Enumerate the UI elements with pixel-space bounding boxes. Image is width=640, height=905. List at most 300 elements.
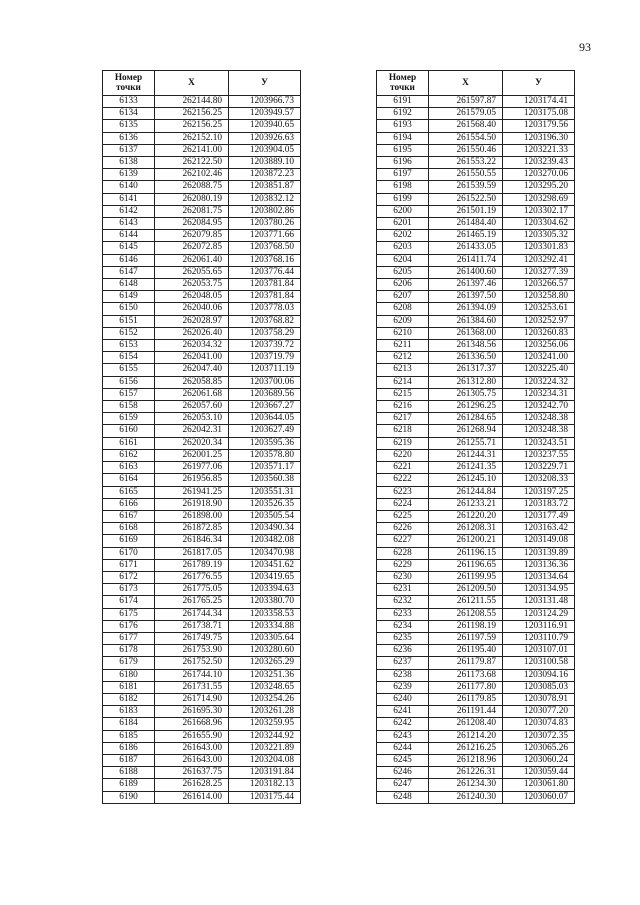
table-row xyxy=(103,608,301,620)
point-number-cell: 6212 xyxy=(377,352,429,364)
x-coordinate-cell: 262053.10 xyxy=(155,413,229,425)
y-coordinate-cell: 1203077.20 xyxy=(503,706,575,718)
y-coordinate-cell: 1203832.12 xyxy=(229,193,301,205)
point-number-cell: 6138 xyxy=(103,157,155,169)
point-number-cell: 6231 xyxy=(377,584,429,596)
x-coordinate-cell: 261568.40 xyxy=(429,120,503,132)
y-coordinate-cell: 1203966.73 xyxy=(229,96,301,108)
table-row xyxy=(103,279,301,291)
x-coordinate-cell: 261216.25 xyxy=(429,742,503,754)
table-row xyxy=(377,303,575,315)
table-row xyxy=(103,730,301,742)
point-number-cell: 6189 xyxy=(103,779,155,791)
y-coordinate-cell: 1203259.95 xyxy=(229,718,301,730)
point-number-cell: 6215 xyxy=(377,388,429,400)
table-row xyxy=(103,742,301,754)
y-coordinate-cell: 1203490.34 xyxy=(229,523,301,535)
y-coordinate-cell: 1203131.48 xyxy=(503,596,575,608)
table-row xyxy=(103,218,301,230)
y-coordinate-cell: 1203595.36 xyxy=(229,437,301,449)
point-number-cell: 6169 xyxy=(103,535,155,547)
point-number-cell: 6172 xyxy=(103,571,155,583)
point-number-cell: 6161 xyxy=(103,437,155,449)
table-row xyxy=(377,571,575,583)
point-number-cell: 6217 xyxy=(377,413,429,425)
y-coordinate-cell: 1203301.83 xyxy=(503,242,575,254)
y-coordinate-cell: 1203241.00 xyxy=(503,352,575,364)
table-row xyxy=(103,535,301,547)
table-row xyxy=(103,120,301,132)
y-coordinate-cell: 1203174.41 xyxy=(503,96,575,108)
point-number-cell: 6142 xyxy=(103,205,155,217)
point-number-cell: 6166 xyxy=(103,498,155,510)
y-coordinate-cell: 1203065.26 xyxy=(503,742,575,754)
x-coordinate-cell: 261336.50 xyxy=(429,352,503,364)
y-coordinate-cell: 1203758.29 xyxy=(229,327,301,339)
table-row xyxy=(377,157,575,169)
y-header: У xyxy=(503,71,575,96)
y-coordinate-cell: 1203072.35 xyxy=(503,730,575,742)
y-coordinate-cell: 1203780.26 xyxy=(229,218,301,230)
table-row xyxy=(103,620,301,632)
x-coordinate-cell: 261368.00 xyxy=(429,327,503,339)
table-row xyxy=(103,547,301,559)
x-coordinate-cell: 261198.19 xyxy=(429,620,503,632)
table-row xyxy=(103,632,301,644)
table-row xyxy=(377,218,575,230)
table-row xyxy=(377,193,575,205)
x-coordinate-cell: 262041.00 xyxy=(155,352,229,364)
x-coordinate-cell: 261208.40 xyxy=(429,718,503,730)
y-coordinate-cell: 1203305.64 xyxy=(229,632,301,644)
x-coordinate-cell: 261776.55 xyxy=(155,571,229,583)
x-coordinate-cell: 261394.09 xyxy=(429,303,503,315)
table-row xyxy=(103,425,301,437)
table-row xyxy=(103,584,301,596)
y-coordinate-cell: 1203244.92 xyxy=(229,730,301,742)
y-coordinate-cell: 1203237.55 xyxy=(503,449,575,461)
point-number-cell: 6225 xyxy=(377,510,429,522)
point-number-cell: 6178 xyxy=(103,645,155,657)
y-coordinate-cell: 1203196.30 xyxy=(503,132,575,144)
point-number-cell: 6218 xyxy=(377,425,429,437)
table-row xyxy=(377,474,575,486)
x-coordinate-cell: 261941.25 xyxy=(155,486,229,498)
table-row xyxy=(103,352,301,364)
table-row xyxy=(377,620,575,632)
table-row xyxy=(377,718,575,730)
x-coordinate-cell: 261240.30 xyxy=(429,791,503,803)
point-number-cell: 6236 xyxy=(377,645,429,657)
point-number-cell: 6162 xyxy=(103,449,155,461)
point-number-cell: 6150 xyxy=(103,303,155,315)
point-number-cell: 6247 xyxy=(377,779,429,791)
y-coordinate-cell: 1203334.88 xyxy=(229,620,301,632)
table-row xyxy=(103,144,301,156)
table-row xyxy=(103,254,301,266)
x-coordinate-cell: 261789.19 xyxy=(155,559,229,571)
table-row xyxy=(377,401,575,413)
point-number-cell: 6160 xyxy=(103,425,155,437)
x-coordinate-cell: 261501.19 xyxy=(429,205,503,217)
table-row xyxy=(377,315,575,327)
x-coordinate-cell: 262053.75 xyxy=(155,279,229,291)
y-coordinate-cell: 1203060.07 xyxy=(503,791,575,803)
table-row xyxy=(103,779,301,791)
y-coordinate-cell: 1203116.91 xyxy=(503,620,575,632)
table-row xyxy=(377,510,575,522)
table-row xyxy=(377,242,575,254)
x-coordinate-cell: 262084.95 xyxy=(155,218,229,230)
point-number-cell: 6205 xyxy=(377,266,429,278)
point-number-cell: 6226 xyxy=(377,523,429,535)
y-coordinate-cell: 1203100.58 xyxy=(503,657,575,669)
x-coordinate-cell: 262020.34 xyxy=(155,437,229,449)
point-number-cell: 6227 xyxy=(377,535,429,547)
x-coordinate-cell: 261597.87 xyxy=(429,96,503,108)
table-row xyxy=(377,108,575,120)
point-number-cell: 6151 xyxy=(103,315,155,327)
point-number-cell: 6171 xyxy=(103,559,155,571)
y-coordinate-cell: 1203644.05 xyxy=(229,413,301,425)
x-coordinate-cell: 261738.71 xyxy=(155,620,229,632)
point-number-cell: 6203 xyxy=(377,242,429,254)
y-coordinate-cell: 1203261.28 xyxy=(229,706,301,718)
table-row xyxy=(377,462,575,474)
y-coordinate-cell: 1203302.17 xyxy=(503,205,575,217)
x-coordinate-cell: 261234.30 xyxy=(429,779,503,791)
point-number-header: Номер точки xyxy=(377,71,429,96)
point-number-cell: 6167 xyxy=(103,510,155,522)
y-coordinate-cell: 1203234.31 xyxy=(503,388,575,400)
table-row xyxy=(377,230,575,242)
point-number-cell: 6224 xyxy=(377,498,429,510)
table-row xyxy=(103,340,301,352)
point-number-cell: 6198 xyxy=(377,181,429,193)
point-number-cell: 6174 xyxy=(103,596,155,608)
table-row xyxy=(103,657,301,669)
point-number-cell: 6192 xyxy=(377,108,429,120)
point-number-cell: 6179 xyxy=(103,657,155,669)
y-coordinate-cell: 1203134.95 xyxy=(503,584,575,596)
y-coordinate-cell: 1203768.16 xyxy=(229,254,301,266)
y-coordinate-cell: 1203277.39 xyxy=(503,266,575,278)
point-number-cell: 6243 xyxy=(377,730,429,742)
point-number-cell: 6147 xyxy=(103,266,155,278)
table-row xyxy=(103,571,301,583)
y-coordinate-cell: 1203208.33 xyxy=(503,474,575,486)
table-row xyxy=(377,413,575,425)
point-number-cell: 6181 xyxy=(103,681,155,693)
x-coordinate-cell: 262122.50 xyxy=(155,157,229,169)
y-coordinate-cell: 1203719.79 xyxy=(229,352,301,364)
point-number-cell: 6219 xyxy=(377,437,429,449)
x-coordinate-cell: 261296.25 xyxy=(429,401,503,413)
point-number-cell: 6216 xyxy=(377,401,429,413)
y-coordinate-cell: 1203243.51 xyxy=(503,437,575,449)
table-row xyxy=(377,681,575,693)
point-number-cell: 6245 xyxy=(377,754,429,766)
table-row xyxy=(377,254,575,266)
y-coordinate-cell: 1203256.06 xyxy=(503,340,575,352)
table-row xyxy=(377,340,575,352)
point-number-cell: 6173 xyxy=(103,584,155,596)
x-coordinate-cell: 261312.80 xyxy=(429,376,503,388)
y-coordinate-cell: 1203110.79 xyxy=(503,632,575,644)
table-row xyxy=(377,645,575,657)
table-row xyxy=(377,754,575,766)
table-row xyxy=(377,669,575,681)
point-number-cell: 6193 xyxy=(377,120,429,132)
table-row xyxy=(377,120,575,132)
table-row xyxy=(377,352,575,364)
table-row xyxy=(103,230,301,242)
point-number-cell: 6222 xyxy=(377,474,429,486)
y-coordinate-cell: 1203221.89 xyxy=(229,742,301,754)
x-coordinate-cell: 261695.30 xyxy=(155,706,229,718)
table-header-row xyxy=(103,71,301,96)
table-row xyxy=(103,327,301,339)
y-coordinate-cell: 1203781.84 xyxy=(229,291,301,303)
table-row xyxy=(377,559,575,571)
x-coordinate-cell: 261752.50 xyxy=(155,657,229,669)
x-coordinate-cell: 261775.05 xyxy=(155,584,229,596)
point-number-cell: 6235 xyxy=(377,632,429,644)
y-coordinate-cell: 1203926.63 xyxy=(229,132,301,144)
y-coordinate-cell: 1203107.01 xyxy=(503,645,575,657)
table-row xyxy=(377,693,575,705)
table-row xyxy=(377,791,575,803)
x-coordinate-cell: 262079.85 xyxy=(155,230,229,242)
table-row xyxy=(377,523,575,535)
table-row xyxy=(103,376,301,388)
y-coordinate-cell: 1203949.57 xyxy=(229,108,301,120)
table-row xyxy=(103,596,301,608)
point-number-cell: 6156 xyxy=(103,376,155,388)
x-coordinate-cell: 261211.55 xyxy=(429,596,503,608)
y-coordinate-cell: 1203252.97 xyxy=(503,315,575,327)
x-coordinate-cell: 261384.60 xyxy=(429,315,503,327)
point-number-cell: 6197 xyxy=(377,169,429,181)
y-coordinate-cell: 1203248.38 xyxy=(503,425,575,437)
x-coordinate-cell: 261196.15 xyxy=(429,547,503,559)
x-coordinate-cell: 262152.10 xyxy=(155,132,229,144)
table-row xyxy=(377,388,575,400)
y-coordinate-cell: 1203295.20 xyxy=(503,181,575,193)
y-coordinate-cell: 1203251.36 xyxy=(229,669,301,681)
table-row xyxy=(377,767,575,779)
table-row xyxy=(103,645,301,657)
point-number-cell: 6209 xyxy=(377,315,429,327)
point-number-cell: 6148 xyxy=(103,279,155,291)
point-number-cell: 6239 xyxy=(377,681,429,693)
y-coordinate-cell: 1203060.24 xyxy=(503,754,575,766)
table-row xyxy=(377,291,575,303)
point-number-cell: 6238 xyxy=(377,669,429,681)
point-number-cell: 6248 xyxy=(377,791,429,803)
y-coordinate-cell: 1203482.08 xyxy=(229,535,301,547)
y-coordinate-cell: 1203175.44 xyxy=(229,791,301,803)
table-row xyxy=(377,376,575,388)
y-coordinate-cell: 1203225.40 xyxy=(503,364,575,376)
point-number-cell: 6165 xyxy=(103,486,155,498)
point-number-cell: 6143 xyxy=(103,218,155,230)
point-number-cell: 6155 xyxy=(103,364,155,376)
point-number-cell: 6230 xyxy=(377,571,429,583)
y-coordinate-cell: 1203248.38 xyxy=(503,413,575,425)
point-number-cell: 6196 xyxy=(377,157,429,169)
x-coordinate-cell: 261614.00 xyxy=(155,791,229,803)
x-coordinate-cell: 261173.68 xyxy=(429,669,503,681)
table-row xyxy=(377,547,575,559)
table-row xyxy=(377,181,575,193)
point-number-cell: 6206 xyxy=(377,279,429,291)
x-coordinate-cell: 261977.06 xyxy=(155,462,229,474)
y-coordinate-cell: 1203768.82 xyxy=(229,315,301,327)
table-row xyxy=(103,498,301,510)
x-coordinate-cell: 262072.85 xyxy=(155,242,229,254)
x-coordinate-cell: 261846.34 xyxy=(155,535,229,547)
x-coordinate-cell: 261749.75 xyxy=(155,632,229,644)
x-coordinate-cell: 261744.10 xyxy=(155,669,229,681)
table-row xyxy=(103,449,301,461)
point-number-cell: 6157 xyxy=(103,388,155,400)
y-coordinate-cell: 1203627.49 xyxy=(229,425,301,437)
table-row xyxy=(377,779,575,791)
table-row xyxy=(377,425,575,437)
point-number-cell: 6176 xyxy=(103,620,155,632)
y-coordinate-cell: 1203134.64 xyxy=(503,571,575,583)
x-coordinate-cell: 261918.90 xyxy=(155,498,229,510)
y-coordinate-cell: 1203221.33 xyxy=(503,144,575,156)
table-row xyxy=(377,730,575,742)
table-row xyxy=(377,596,575,608)
page-number: 93 xyxy=(579,40,591,54)
table-row xyxy=(103,523,301,535)
point-number-cell: 6240 xyxy=(377,693,429,705)
y-coordinate-cell: 1203253.61 xyxy=(503,303,575,315)
x-coordinate-cell: 261898.00 xyxy=(155,510,229,522)
x-coordinate-cell: 261218.96 xyxy=(429,754,503,766)
x-coordinate-cell: 261554.50 xyxy=(429,132,503,144)
x-coordinate-cell: 261208.55 xyxy=(429,608,503,620)
x-coordinate-cell: 262156.25 xyxy=(155,108,229,120)
y-coordinate-cell: 1203266.57 xyxy=(503,279,575,291)
table-row xyxy=(103,754,301,766)
x-coordinate-cell: 261765.25 xyxy=(155,596,229,608)
point-number-cell: 6199 xyxy=(377,193,429,205)
table-row xyxy=(103,364,301,376)
point-number-cell: 6177 xyxy=(103,632,155,644)
y-coordinate-cell: 1203175.08 xyxy=(503,108,575,120)
x-coordinate-cell: 261628.25 xyxy=(155,779,229,791)
point-number-cell: 6163 xyxy=(103,462,155,474)
table-row xyxy=(377,706,575,718)
y-coordinate-cell: 1203248.65 xyxy=(229,681,301,693)
point-number-cell: 6145 xyxy=(103,242,155,254)
y-coordinate-cell: 1203074.83 xyxy=(503,718,575,730)
y-coordinate-cell: 1203776.44 xyxy=(229,266,301,278)
point-number-cell: 6204 xyxy=(377,254,429,266)
y-coordinate-cell: 1203258.80 xyxy=(503,291,575,303)
y-coordinate-cell: 1203802.86 xyxy=(229,205,301,217)
table-row xyxy=(377,266,575,278)
table-row xyxy=(377,608,575,620)
x-coordinate-cell: 262061.40 xyxy=(155,254,229,266)
table-row xyxy=(377,632,575,644)
point-number-cell: 6139 xyxy=(103,169,155,181)
x-coordinate-cell: 261348.56 xyxy=(429,340,503,352)
y-coordinate-cell: 1203904.05 xyxy=(229,144,301,156)
point-number-cell: 6183 xyxy=(103,706,155,718)
point-number-cell: 6152 xyxy=(103,327,155,339)
table-row xyxy=(103,510,301,522)
x-coordinate-cell: 261177.80 xyxy=(429,681,503,693)
y-coordinate-cell: 1203191.84 xyxy=(229,767,301,779)
x-coordinate-cell: 261411.74 xyxy=(429,254,503,266)
y-header: У xyxy=(229,71,301,96)
y-coordinate-cell: 1203778.03 xyxy=(229,303,301,315)
point-number-cell: 6242 xyxy=(377,718,429,730)
x-coordinate-cell: 261397.46 xyxy=(429,279,503,291)
y-coordinate-cell: 1203061.80 xyxy=(503,779,575,791)
x-coordinate-cell: 262034.32 xyxy=(155,340,229,352)
y-coordinate-cell: 1203239.43 xyxy=(503,157,575,169)
x-coordinate-cell: 261817.05 xyxy=(155,547,229,559)
y-coordinate-cell: 1203451.62 xyxy=(229,559,301,571)
point-number-cell: 6232 xyxy=(377,596,429,608)
table-row xyxy=(103,718,301,730)
table-row xyxy=(103,132,301,144)
table-row xyxy=(103,205,301,217)
point-number-cell: 6135 xyxy=(103,120,155,132)
y-coordinate-cell: 1203094.16 xyxy=(503,669,575,681)
x-coordinate-cell: 261255.71 xyxy=(429,437,503,449)
point-number-cell: 6153 xyxy=(103,340,155,352)
x-coordinate-cell: 261220.20 xyxy=(429,510,503,522)
x-coordinate-cell: 262102.46 xyxy=(155,169,229,181)
table-row xyxy=(103,693,301,705)
y-coordinate-cell: 1203078.91 xyxy=(503,693,575,705)
x-coordinate-cell: 261550.46 xyxy=(429,144,503,156)
table-row xyxy=(103,388,301,400)
x-coordinate-cell: 262028.97 xyxy=(155,315,229,327)
x-coordinate-cell: 262088.75 xyxy=(155,181,229,193)
y-coordinate-cell: 1203872.23 xyxy=(229,169,301,181)
y-coordinate-cell: 1203711.19 xyxy=(229,364,301,376)
x-coordinate-cell: 261956.85 xyxy=(155,474,229,486)
table-row xyxy=(377,364,575,376)
x-coordinate-cell: 262141.00 xyxy=(155,144,229,156)
x-coordinate-cell: 261433.05 xyxy=(429,242,503,254)
point-number-cell: 6223 xyxy=(377,486,429,498)
x-coordinate-cell: 262047.40 xyxy=(155,364,229,376)
x-coordinate-cell: 261550.55 xyxy=(429,169,503,181)
table-row xyxy=(103,315,301,327)
x-header: Х xyxy=(429,71,503,96)
point-number-cell: 6213 xyxy=(377,364,429,376)
point-number-cell: 6154 xyxy=(103,352,155,364)
table-row xyxy=(377,437,575,449)
x-coordinate-cell: 261191.44 xyxy=(429,706,503,718)
y-coordinate-cell: 1203768.50 xyxy=(229,242,301,254)
x-coordinate-cell: 261199.95 xyxy=(429,571,503,583)
x-coordinate-cell: 261553.22 xyxy=(429,157,503,169)
y-coordinate-cell: 1203298.69 xyxy=(503,193,575,205)
x-coordinate-cell: 261522.50 xyxy=(429,193,503,205)
x-coordinate-cell: 261731.55 xyxy=(155,681,229,693)
y-coordinate-cell: 1203505.54 xyxy=(229,510,301,522)
